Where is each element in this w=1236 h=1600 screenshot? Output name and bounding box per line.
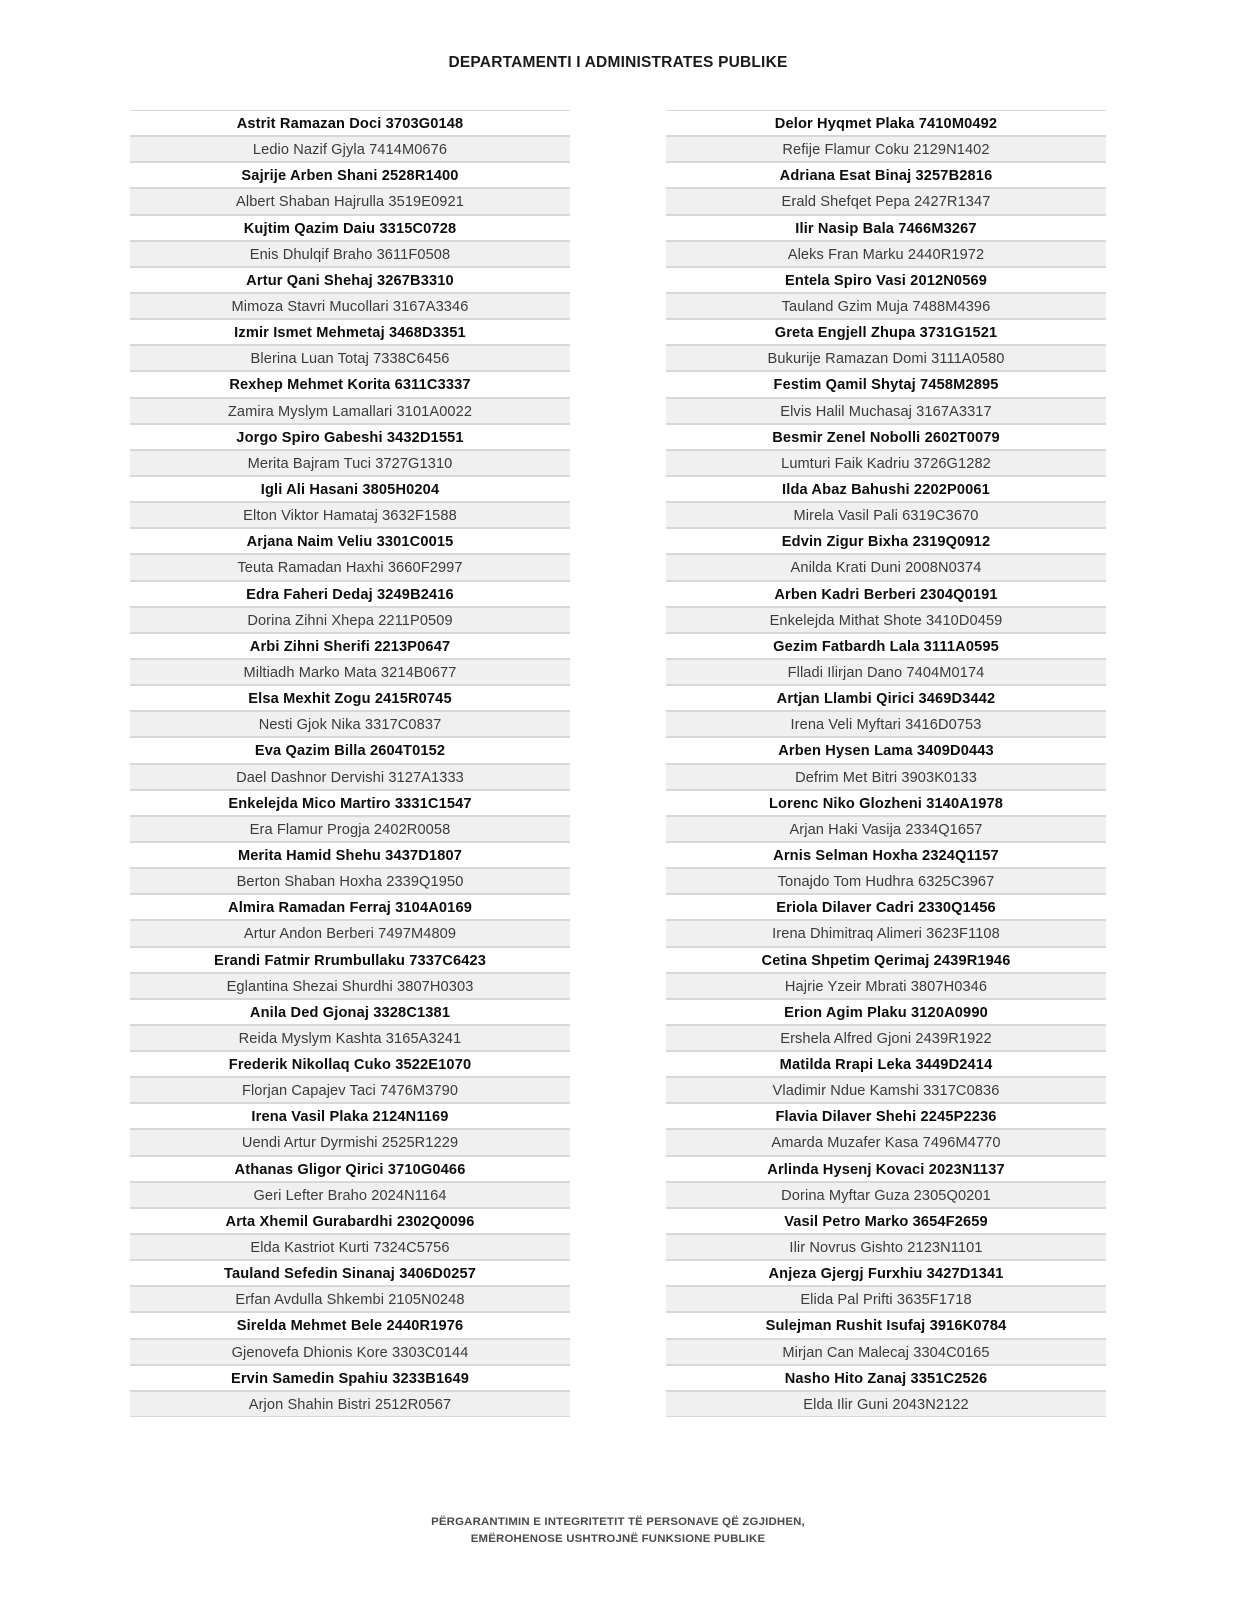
page-title: DEPARTAMENTI I ADMINISTRATES PUBLIKE	[448, 54, 788, 71]
list-item: Anjeza Gjergj Furxhiu 3427D1341	[666, 1260, 1106, 1286]
list-item: Nasho Hito Zanaj 3351C2526	[666, 1365, 1106, 1391]
list-item: Arta Xhemil Gurabardhi 2302Q0096	[130, 1208, 570, 1234]
list-item: Dorina Zihni Xhepa 2211P0509	[130, 607, 570, 633]
list-item: Erfan Avdulla Shkembi 2105N0248	[130, 1286, 570, 1312]
left-name-column	[130, 110, 570, 1417]
list-item: Besmir Zenel Nobolli 2602T0079	[666, 424, 1106, 450]
footer-line-1: PËRGARANTIMIN E INTEGRITETIT TË PERSONAVE QË ZGJIDHEN,	[431, 1516, 805, 1528]
list-item: Anilda Krati Duni 2008N0374	[666, 554, 1106, 580]
list-item: Merita Bajram Tuci 3727G1310	[130, 450, 570, 476]
list-item: Vasil Petro Marko 3654F2659	[666, 1208, 1106, 1234]
list-item: Reida Myslym Kashta 3165A3241	[130, 1025, 570, 1051]
list-item: Elsa Mexhit Zogu 2415R0745	[130, 685, 570, 711]
list-item: Albert Shaban Hajrulla 3519E0921	[130, 188, 570, 214]
list-item: Arbi Zihni Sherifi 2213P0647	[130, 633, 570, 659]
list-item: Erion Agim Plaku 3120A0990	[666, 999, 1106, 1025]
list-item: Hajrie Yzeir Mbrati 3807H0346	[666, 973, 1106, 999]
list-item: Blerina Luan Totaj 7338C6456	[130, 345, 570, 371]
list-item: Arjana Naim Veliu 3301C0015	[130, 528, 570, 554]
list-item: Zamira Myslym Lamallari 3101A0022	[130, 398, 570, 424]
list-item: Enkelejda Mico Martiro 3331C1547	[130, 790, 570, 816]
list-item: Dorina Myftar Guza 2305Q0201	[666, 1182, 1106, 1208]
page-footer	[0, 1514, 1236, 1548]
list-item: Ledio Nazif Gjyla 7414M0676	[130, 136, 570, 162]
list-item: Sajrije Arben Shani 2528R1400	[130, 162, 570, 188]
list-item: Amarda Muzafer Kasa 7496M4770	[666, 1129, 1106, 1155]
list-item: Artjan Llambi Qirici 3469D3442	[666, 685, 1106, 711]
list-item: Ilir Nasip Bala 7466M3267	[666, 215, 1106, 241]
list-item: Berton Shaban Hoxha 2339Q1950	[130, 868, 570, 894]
list-item: Ervin Samedin Spahiu 3233B1649	[130, 1365, 570, 1391]
list-item: Arlinda Hysenj Kovaci 2023N1137	[666, 1156, 1106, 1182]
list-item: Arnis Selman Hoxha 2324Q1157	[666, 842, 1106, 868]
list-item: Delor Hyqmet Plaka 7410M0492	[666, 110, 1106, 136]
list-item: Irena Vasil Plaka 2124N1169	[130, 1103, 570, 1129]
list-item: Ilir Novrus Gishto 2123N1101	[666, 1234, 1106, 1260]
list-item: Tonajdo Tom Hudhra 6325C3967	[666, 868, 1106, 894]
list-item: Frederik Nikollaq Cuko 3522E1070	[130, 1051, 570, 1077]
list-item: Geri Lefter Braho 2024N1164	[130, 1182, 570, 1208]
list-item: Florjan Capajev Taci 7476M3790	[130, 1077, 570, 1103]
list-item: Arben Kadri Berberi 2304Q0191	[666, 581, 1106, 607]
list-item: Irena Veli Myftari 3416D0753	[666, 711, 1106, 737]
list-item: Astrit Ramazan Doci 3703G0148	[130, 110, 570, 136]
list-item: Ilda Abaz Bahushi 2202P0061	[666, 476, 1106, 502]
list-item: Gezim Fatbardh Lala 3111A0595	[666, 633, 1106, 659]
list-item: Eglantina Shezai Shurdhi 3807H0303	[130, 973, 570, 999]
list-item: Elida Pal Prifti 3635F1718	[666, 1286, 1106, 1312]
list-item: Arjon Shahin Bistri 2512R0567	[130, 1391, 570, 1417]
list-item: Lorenc Niko Glozheni 3140A1978	[666, 790, 1106, 816]
list-item: Anila Ded Gjonaj 3328C1381	[130, 999, 570, 1025]
list-item: Cetina Shpetim Qerimaj 2439R1946	[666, 947, 1106, 973]
list-item: Sulejman Rushit Isufaj 3916K0784	[666, 1312, 1106, 1338]
list-item: Artur Andon Berberi 7497M4809	[130, 920, 570, 946]
list-item: Greta Engjell Zhupa 3731G1521	[666, 319, 1106, 345]
list-item: Matilda Rrapi Leka 3449D2414	[666, 1051, 1106, 1077]
list-item: Tauland Sefedin Sinanaj 3406D0257	[130, 1260, 570, 1286]
list-item: Gjenovefa Dhionis Kore 3303C0144	[130, 1339, 570, 1365]
list-item: Eriola Dilaver Cadri 2330Q1456	[666, 894, 1106, 920]
list-item: Sirelda Mehmet Bele 2440R1976	[130, 1312, 570, 1338]
list-item: Ershela Alfred Gjoni 2439R1922	[666, 1025, 1106, 1051]
list-item: Entela Spiro Vasi 2012N0569	[666, 267, 1106, 293]
list-item: Elton Viktor Hamataj 3632F1588	[130, 502, 570, 528]
list-item: Aleks Fran Marku 2440R1972	[666, 241, 1106, 267]
list-item: Arjan Haki Vasija 2334Q1657	[666, 816, 1106, 842]
list-item: Izmir Ismet Mehmetaj 3468D3351	[130, 319, 570, 345]
list-item: Bukurije Ramazan Domi 3111A0580	[666, 345, 1106, 371]
list-item: Tauland Gzim Muja 7488M4396	[666, 293, 1106, 319]
list-item: Eva Qazim Billa 2604T0152	[130, 737, 570, 763]
list-item: Almira Ramadan Ferraj 3104A0169	[130, 894, 570, 920]
list-item: Adriana Esat Binaj 3257B2816	[666, 162, 1106, 188]
list-item: Erandi Fatmir Rrumbullaku 7337C6423	[130, 947, 570, 973]
list-item: Teuta Ramadan Haxhi 3660F2997	[130, 554, 570, 580]
list-item: Edvin Zigur Bixha 2319Q0912	[666, 528, 1106, 554]
name-list-columns	[0, 72, 1236, 1417]
list-item: Irena Dhimitraq Alimeri 3623F1108	[666, 920, 1106, 946]
list-item: Jorgo Spiro Gabeshi 3432D1551	[130, 424, 570, 450]
list-item: Erald Shefqet Pepa 2427R1347	[666, 188, 1106, 214]
list-item: Uendi Artur Dyrmishi 2525R1229	[130, 1129, 570, 1155]
list-item: Kujtim Qazim Daiu 3315C0728	[130, 215, 570, 241]
list-item: Edra Faheri Dedaj 3249B2416	[130, 581, 570, 607]
list-item: Enkelejda Mithat Shote 3410D0459	[666, 607, 1106, 633]
list-item: Flavia Dilaver Shehi 2245P2236	[666, 1103, 1106, 1129]
list-item: Rexhep Mehmet Korita 6311C3337	[130, 371, 570, 397]
list-item: Mirjan Can Malecaj 3304C0165	[666, 1339, 1106, 1365]
list-item: Vladimir Ndue Kamshi 3317C0836	[666, 1077, 1106, 1103]
list-item: Nesti Gjok Nika 3317C0837	[130, 711, 570, 737]
list-item: Igli Ali Hasani 3805H0204	[130, 476, 570, 502]
footer-line-2: EMËROHENOSE USHTROJNË FUNKSIONE PUBLIKE	[470, 1533, 766, 1545]
list-item: Elda Kastriot Kurti 7324C5756	[130, 1234, 570, 1260]
list-item: Mimoza Stavri Mucollari 3167A3346	[130, 293, 570, 319]
list-item: Lumturi Faik Kadriu 3726G1282	[666, 450, 1106, 476]
list-item: Refije Flamur Coku 2129N1402	[666, 136, 1106, 162]
list-item: Flladi Ilirjan Dano 7404M0174	[666, 659, 1106, 685]
list-item: Merita Hamid Shehu 3437D1807	[130, 842, 570, 868]
list-item: Elvis Halil Muchasaj 3167A3317	[666, 398, 1106, 424]
list-item: Defrim Met Bitri 3903K0133	[666, 764, 1106, 790]
list-item: Elda Ilir Guni 2043N2122	[666, 1391, 1106, 1417]
list-item: Era Flamur Progja 2402R0058	[130, 816, 570, 842]
list-item: Arben Hysen Lama 3409D0443	[666, 737, 1106, 763]
list-item: Mirela Vasil Pali 6319C3670	[666, 502, 1106, 528]
list-item: Artur Qani Shehaj 3267B3310	[130, 267, 570, 293]
list-item: Athanas Gligor Qirici 3710G0466	[130, 1156, 570, 1182]
list-item: Dael Dashnor Dervishi 3127A1333	[130, 764, 570, 790]
list-item: Miltiadh Marko Mata 3214B0677	[130, 659, 570, 685]
list-item: Enis Dhulqif Braho 3611F0508	[130, 241, 570, 267]
right-name-column	[666, 110, 1106, 1417]
list-item: Festim Qamil Shytaj 7458M2895	[666, 371, 1106, 397]
